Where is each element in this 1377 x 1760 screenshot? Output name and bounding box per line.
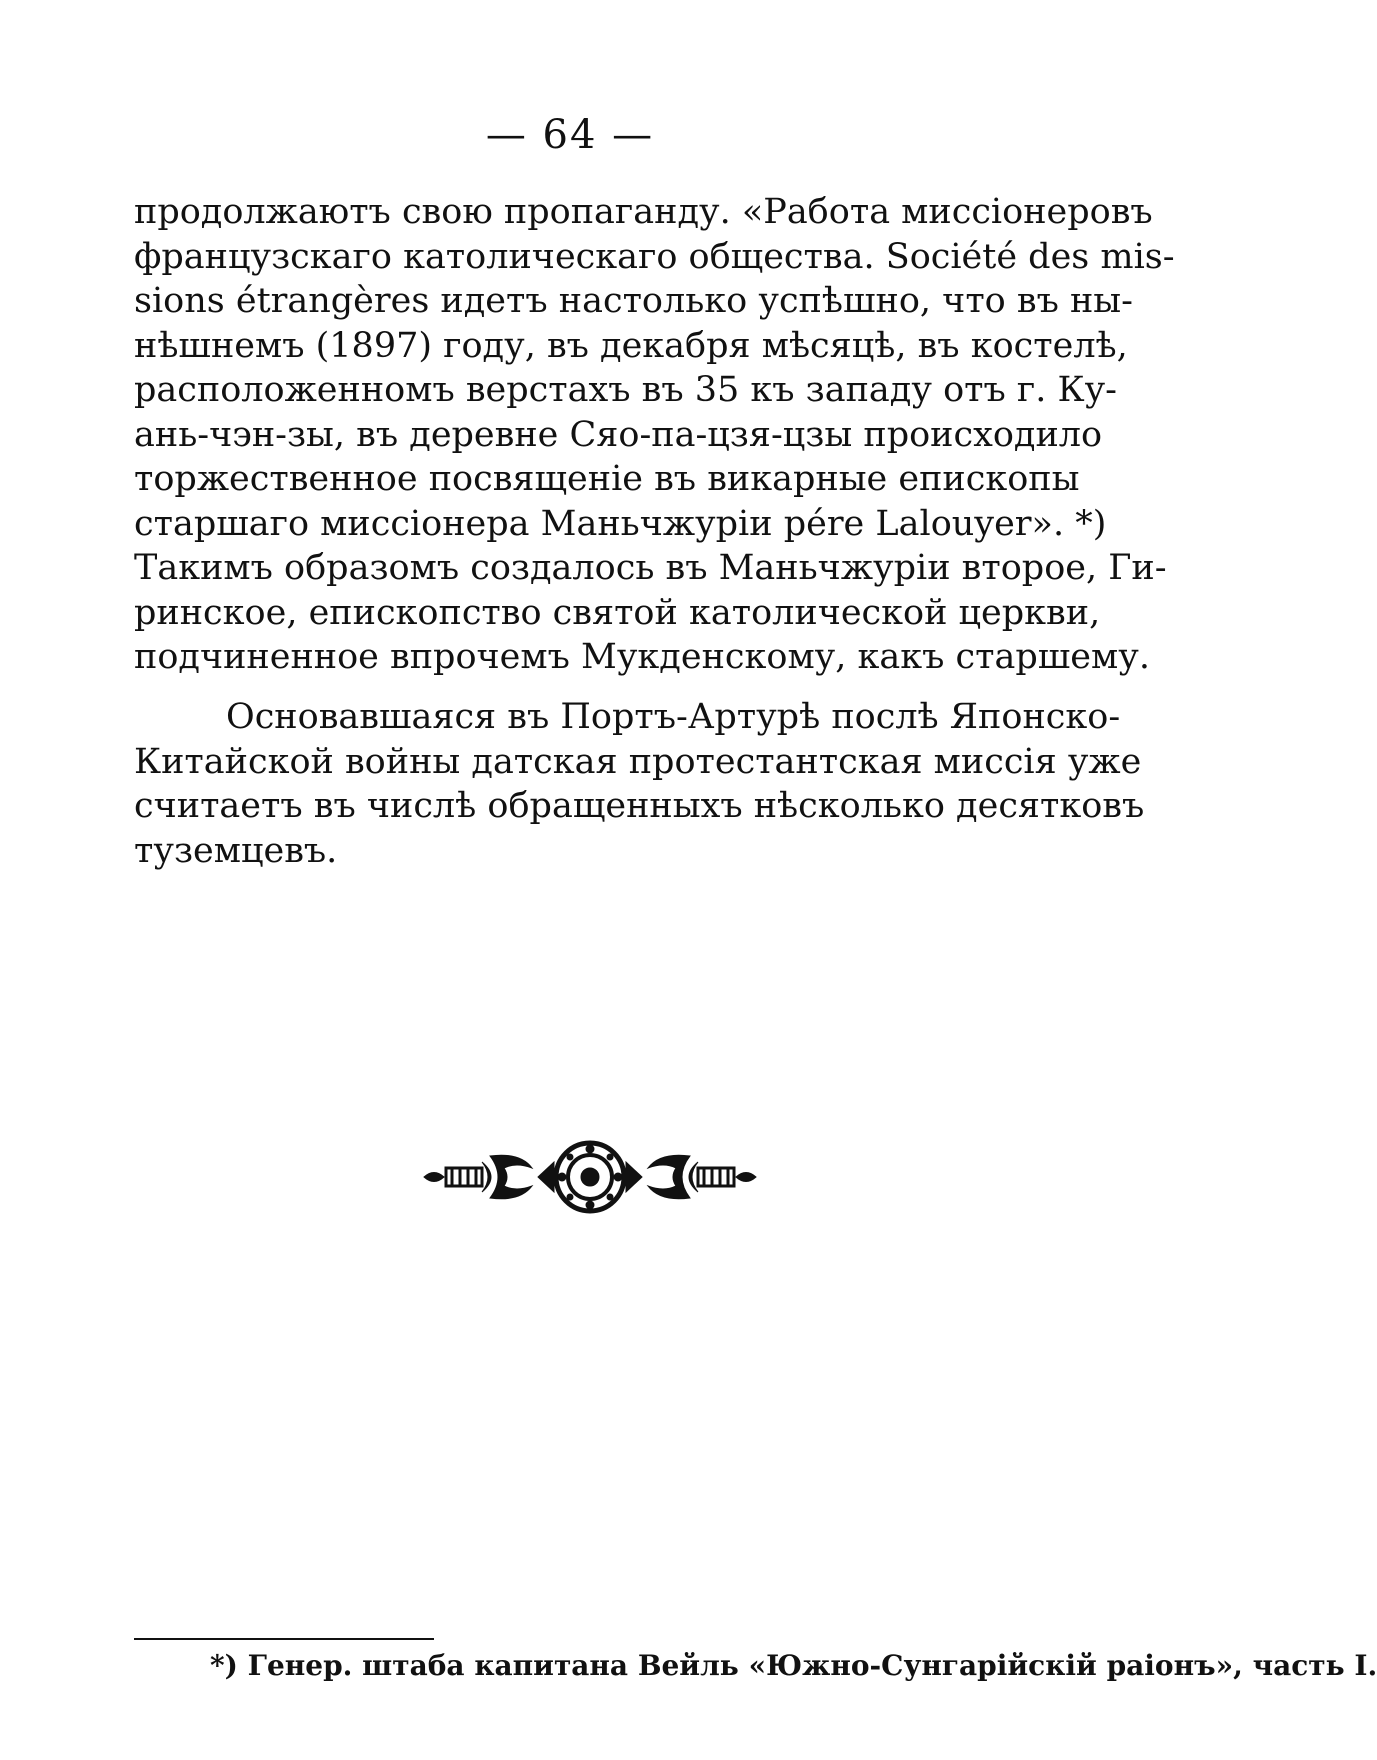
text-line: старшаго миссіонера Маньчжуріи pére Lalouyer». *) — [134, 503, 1107, 544]
text-line: sions étrangères идетъ настолько успѣшно, что въ ны- — [134, 281, 1133, 321]
text-line: ань-чэн-зы, въ деревне Сяо-па-цзя-цзы происходило — [134, 414, 1103, 455]
footnote: *) Генер. штаба капитана Вейль «Южно-Сунгарійскій раіонъ», часть I. — [210, 1649, 1377, 1682]
text-line: туземцевъ. — [134, 830, 338, 871]
text-line: Основавшаяся въ Портъ-Артурѣ послѣ Японско- — [226, 697, 1121, 737]
decorative-ornament-icon — [420, 1132, 760, 1222]
second-paragraph — [134, 695, 1145, 873]
page-number: — 64 — — [485, 112, 655, 158]
text-line: считаетъ въ числѣ обращенныхъ нѣсколько десятковъ — [134, 786, 1145, 826]
text-line: Китайской войны датская протестантская миссія уже — [134, 741, 1142, 782]
footnote-divider — [134, 1638, 434, 1640]
text-line: продолжаютъ свою пропаганду. «Работа миссіонеровъ — [134, 192, 1153, 232]
text-line: подчиненное впрочемъ Мукденскому, какъ старшему. — [134, 637, 1150, 677]
text-line: французскаго католическаго общества. Société des mis- — [134, 236, 1175, 277]
text-line: Такимъ образомъ создалось въ Маньчжуріи второе, Ги- — [134, 548, 1167, 588]
text-line: нѣшнемъ (1897) году, въ декабря мѣсяцѣ, въ костелѣ, — [134, 325, 1128, 366]
text-line: ринское, епископство святой католической церкви, — [134, 592, 1101, 633]
main-paragraph — [134, 190, 1175, 680]
text-line: расположенномъ верстахъ въ 35 къ западу отъ г. Ку- — [134, 370, 1117, 410]
text-line: торжественное посвященіе въ викарные епископы — [134, 459, 1080, 499]
